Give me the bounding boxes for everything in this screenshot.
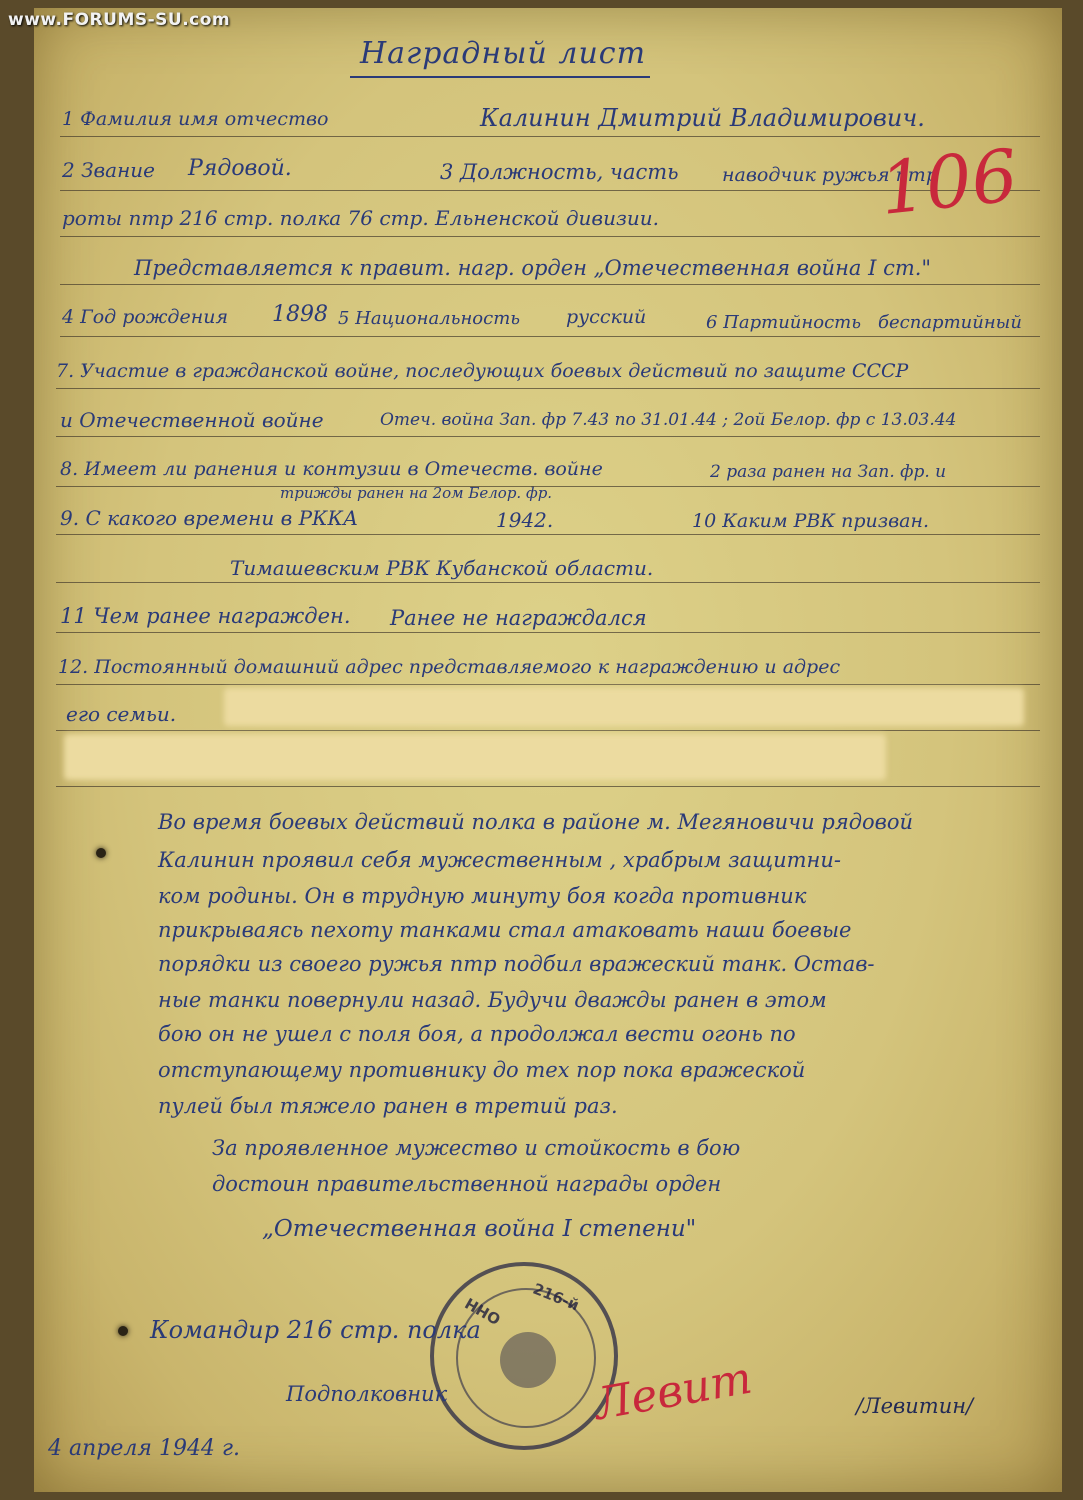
narrative-line: ные танки повернули назад. Будучи дважды ранен в этом: [158, 988, 827, 1012]
narrative-line: ком родины. Он в трудную минуту боя когда противник: [158, 884, 807, 908]
field-5-label: 5 Национальность: [338, 308, 521, 329]
watermark: www.FORUMS-SU.com: [8, 10, 231, 30]
field-3-value: наводчик ружья птр: [722, 164, 938, 186]
rule: [56, 486, 1040, 487]
field-6-value: беспартийный: [878, 312, 1022, 333]
field-9-value: 1942.: [496, 508, 554, 532]
field-3-label: 3 Должность, часть: [440, 160, 679, 184]
field-8-value: 2 раза ранен на Зап. фр. и: [710, 462, 947, 482]
conclusion-line: За проявленное мужество и стойкость в бою: [212, 1136, 741, 1160]
title-underline: [350, 76, 650, 78]
punch-hole: [118, 1326, 128, 1336]
field-2-label: 2 Звание: [62, 158, 155, 182]
field-12-label-cont: его семьи.: [66, 702, 177, 726]
narrative-line: пулей был тяжело ранен в третий раз.: [158, 1094, 618, 1118]
narrative-line: бою он не ушел с поля боя, а продолжал вести огонь по: [158, 1022, 796, 1046]
field-10-value: Тимашевским РВК Кубанской области.: [230, 556, 654, 580]
official-seal: [430, 1262, 618, 1450]
conclusion-award: „Отечественная война I степени": [262, 1216, 697, 1242]
narrative-line: Калинин проявил себя мужественным , храбрым защитни-: [158, 848, 841, 872]
rule: [60, 136, 1040, 137]
field-8-label: 8. Имеет ли ранения и контузии в Отечеств. войне: [60, 458, 603, 480]
rule: [60, 284, 1040, 285]
signature-rank: Подполковник: [286, 1382, 448, 1406]
field-2-value: Рядовой.: [188, 156, 292, 181]
document-date: 4 апреля 1944 г.: [48, 1436, 241, 1461]
field-11-value: Ранее не награждался: [390, 606, 647, 630]
field-11-label: 11 Чем ранее награжден.: [60, 604, 351, 628]
field-7-value: Отеч. война Зап. фр 7.43 по 31.01.44 ; 2ой Белор. фр с 13.03.44: [380, 410, 957, 430]
narrative-line: порядки из своего ружья птр подбил вражеский танк. Остав-: [158, 952, 875, 976]
field-5-value: русский: [566, 306, 647, 328]
field-1-label: 1 Фамилия имя отчество: [62, 108, 329, 130]
document-title: Наградный лист: [360, 36, 647, 71]
rule: [56, 388, 1040, 389]
redacted-address-cont: [64, 734, 886, 780]
field-1-value: Калинин Дмитрий Владимирович.: [480, 104, 925, 132]
field-3-value-cont: роты птр 216 стр. полка 76 стр. Ельненской дивизии.: [62, 206, 659, 230]
signature-position: Командир 216 стр. полка: [150, 1316, 481, 1344]
rule: [60, 336, 1040, 337]
rule: [56, 534, 1040, 535]
field-12-label: 12. Постоянный домашний адрес представляемого к награждению и адрес: [58, 656, 841, 678]
rule: [60, 236, 1040, 237]
seal-top-text: 216-й: [530, 1279, 582, 1315]
seal-side-text: ОНН: [462, 1293, 504, 1329]
narrative-line: Во время боевых действий полка в районе м. Мегяновичи рядовой: [158, 810, 914, 834]
field-9-label: 9. С какого времени в РККА: [60, 506, 359, 530]
field-10-label: 10 Каким РВК призван.: [692, 510, 930, 532]
signature-name: /Левитин/: [856, 1394, 974, 1418]
field-8-value-cont: трижды ранен на 2ом Белор. фр.: [280, 484, 553, 502]
punch-hole: [96, 848, 106, 858]
rule: [56, 582, 1040, 583]
conclusion-line: достоин правительственной награды орден: [212, 1172, 722, 1196]
narrative-line: отступающему противнику до тех пор пока вражеской: [158, 1058, 806, 1082]
red-signature: Левит: [590, 1352, 756, 1431]
rule: [56, 730, 1040, 731]
field-4-label: 4 Год рождения: [62, 306, 229, 328]
presented-for-award: Представляется к правит. нагр. орден „Отечественная война I ст.": [134, 256, 932, 280]
narrative-line: прикрываясь пехоту танками стал атаковать наши боевые: [158, 918, 852, 942]
rule: [56, 786, 1040, 787]
field-7-label: 7. Участие в гражданской войне, последующих боевых действий по защите СССР: [56, 360, 909, 382]
rule: [56, 632, 1040, 633]
red-reference-number: 106: [875, 133, 1022, 231]
rule: [56, 684, 1040, 685]
field-6-label: 6 Партийность: [706, 312, 862, 333]
redacted-address: [224, 688, 1024, 726]
field-4-value: 1898: [272, 302, 328, 327]
rule: [56, 436, 1040, 437]
seal-emblem: [500, 1332, 556, 1388]
field-7-label-cont: и Отечественной войне: [60, 408, 324, 432]
